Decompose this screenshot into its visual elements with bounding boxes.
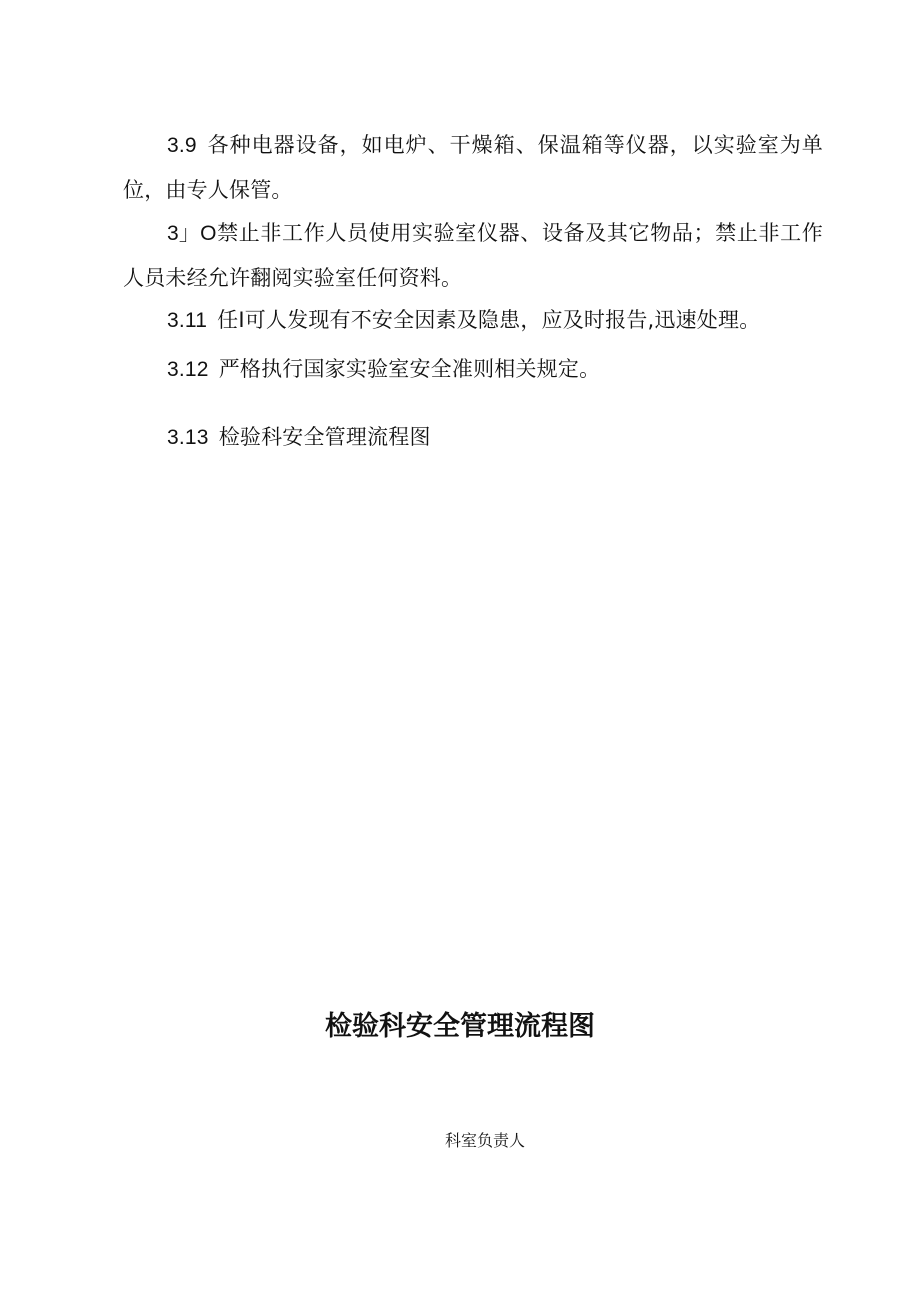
clause-text: 禁止非工作人员使用实验室仪器、设备及其它物品；禁止非工作人员未经允许翻阅实验室任何资料。	[123, 221, 823, 290]
flowchart-title: 检验科安全管理流程图	[325, 1011, 595, 1042]
clause-number: 3.12	[167, 358, 209, 381]
clause-number: 3.11	[167, 309, 208, 332]
clause-text: 严格执行国家实验室安全准则相关规定。	[218, 357, 601, 381]
clause-number: 3」O	[167, 222, 217, 245]
flowchart-node-department-head: 科室负责人	[444, 1131, 525, 1150]
clause-number: 3.9	[167, 134, 197, 157]
clause-3-10	[123, 211, 823, 300]
clause-3-12	[123, 347, 823, 392]
clause-text: 任I可人发现有不安全因素及隐患，应及时报告,迅速处理。	[217, 308, 761, 332]
clause-3-11	[123, 298, 823, 343]
clause-text: 检验科安全管理流程图	[218, 425, 431, 449]
clause-3-9	[123, 123, 823, 212]
clause-number: 3.13	[167, 426, 209, 449]
clause-3-13	[123, 415, 823, 460]
clause-text: 各种电器设备，如电炉、干燥箱、保温箱等仪器，以实验室为单位，由专人保管。	[123, 133, 823, 202]
